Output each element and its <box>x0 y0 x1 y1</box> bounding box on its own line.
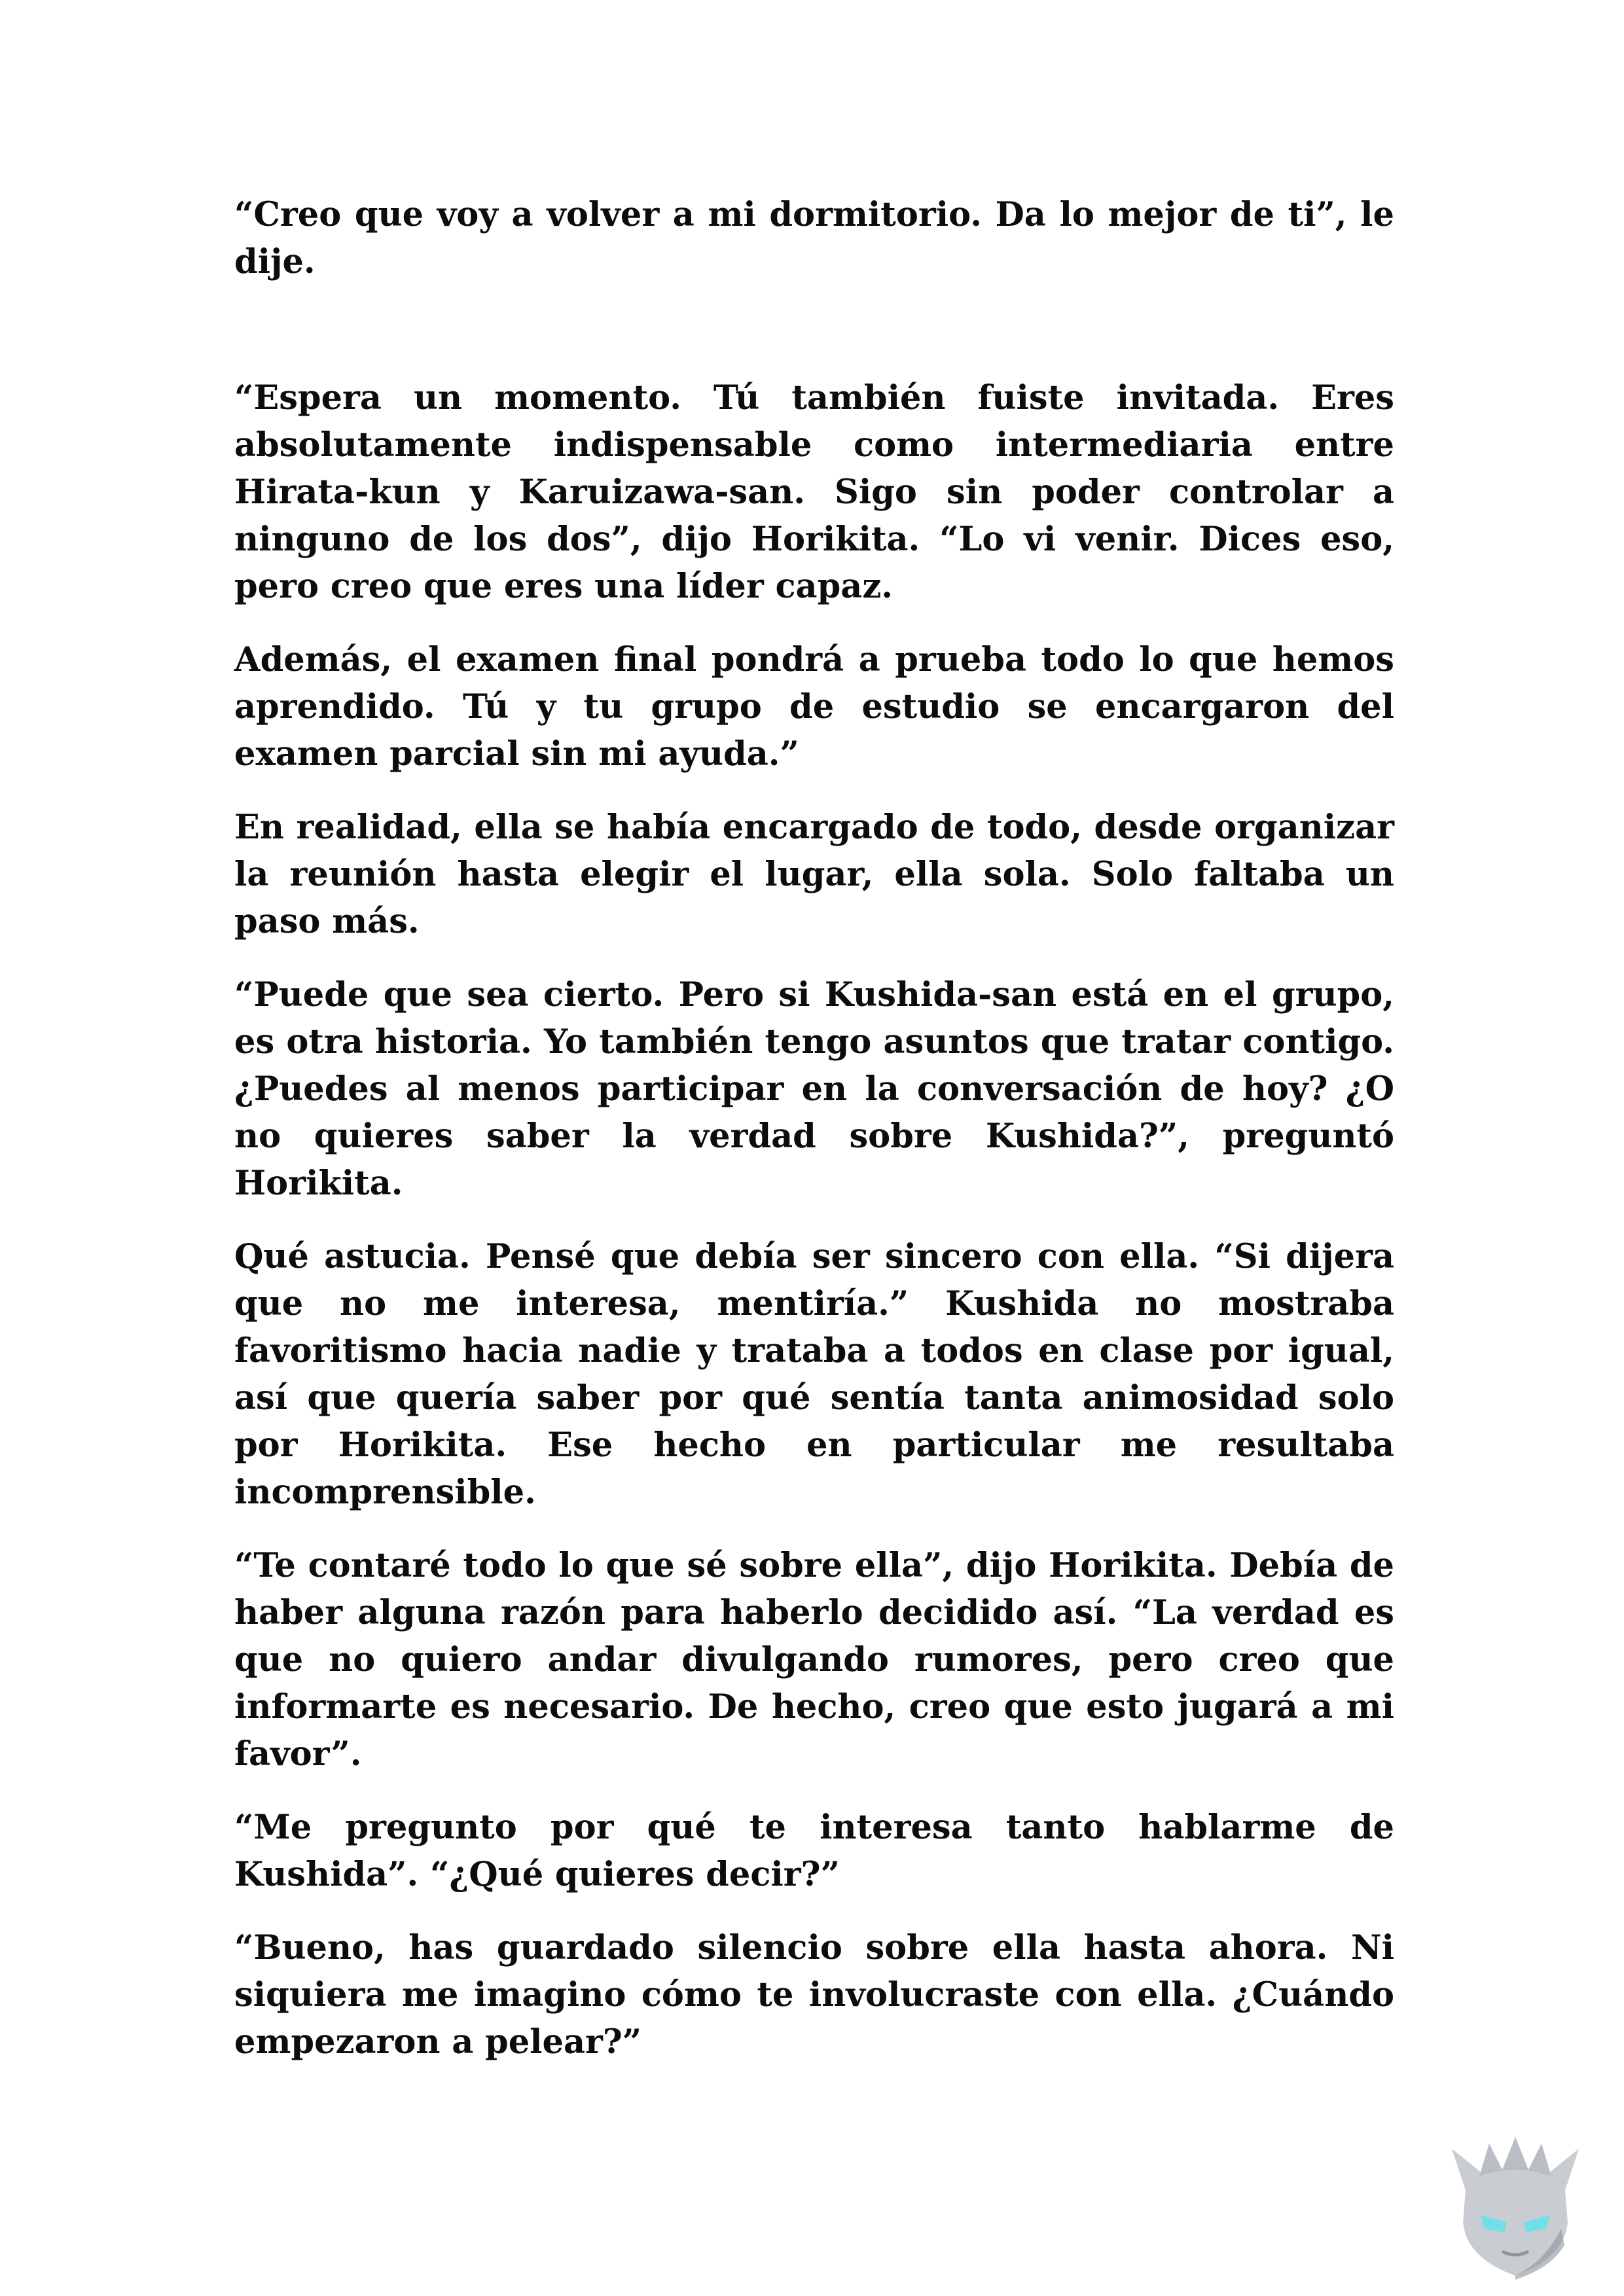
paragraph-4: En realidad, ella se había encargado de todo, desde organizar la reunión hasta elegir el lugar, ella sola. Solo faltaba un paso más. <box>234 808 1394 941</box>
paragraph-6: Qué astucia. Pensé que debía ser sincero con ella. “Si dijera que no me interesa, mentiría.” Kushida no mostraba favoritismo hacia nadie y trataba a todos en clase por igual, así que quería saber por qué sentía tanta animosidad solo por Horikita. Ese hecho en particular me resultaba incomprensible. <box>234 1237 1394 1512</box>
document-page <box>234 191 1394 2092</box>
demon-head-logo-icon <box>1440 2130 1591 2281</box>
paragraph-3: Además, el examen final pondrá a prueba todo lo que hemos aprendido. Tú y tu grupo de estudio se encargaron del examen parcial sin mi ayuda.” <box>234 640 1394 774</box>
paragraph-9: “Bueno, has guardado silencio sobre ella hasta ahora. Ni siquiera me imagino cómo te involucraste con ella. ¿Cuándo empezaron a pelear?” <box>234 1928 1394 2062</box>
paragraph-2: “Espera un momento. Tú también fuiste invitada. Eres absolutamente indispensable como intermediaria entre Hirata-kun y Karuizawa-san. Sigo sin poder controlar a ninguno de los dos”, dijo Horikita. “Lo vi venir. Dices eso, pero creo que eres una líder capaz. <box>234 378 1394 606</box>
paragraph-8: “Me pregunto por qué te interesa tanto hablarme de Kushida”. “¿Qué quieres decir?” <box>234 1808 1394 1894</box>
paragraph-1: “Creo que voy a volver a mi dormitorio. Da lo mejor de ti”, le dije. <box>234 195 1394 281</box>
paragraph-5: “Puede que sea cierto. Pero si Kushida-san está en el grupo, es otra historia. Yo también tengo asuntos que tratar contigo. ¿Puedes al menos participar en la conversación de hoy? ¿O no quieres saber la verdad sobre Kushida?”, preguntó Horikita. <box>234 975 1394 1203</box>
paragraph-7: “Te contaré todo lo que sé sobre ella”, dijo Horikita. Debía de haber alguna razón para haberlo decidido así. “La verdad es que no quiero andar divulgando rumores, pero creo que informarte es necesario. De hecho, creo que esto jugará a mi favor”. <box>234 1546 1394 1774</box>
